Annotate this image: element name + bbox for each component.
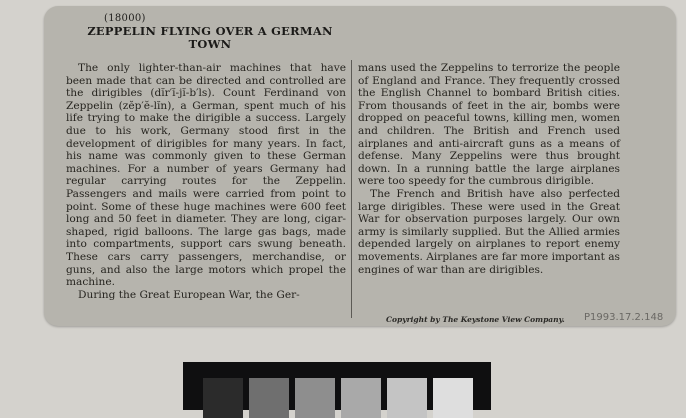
- paragraph: The French and British have also perfected large dirigibles. These were used in the Great War for observation purposes largely. Our own army is similarly supplied. But the Allied armies depended largely on airplanes to report enemy movements. Airplanes are far more important as engines of war than are dirigibles.: [358, 187, 620, 276]
- card-title: ZEPPELIN FLYING OVER A GERMAN TOWN: [87, 24, 333, 51]
- gray-swatch: [433, 378, 473, 418]
- gray-swatch: [387, 378, 427, 418]
- card-number: (18000): [104, 13, 146, 24]
- paragraph: During the Great European War, the Ger-: [78, 288, 300, 301]
- gray-swatch: [249, 378, 289, 418]
- column-divider: [351, 60, 352, 318]
- gray-swatch: [295, 378, 335, 418]
- left-text-column: [66, 62, 346, 301]
- paragraph: The only lighter-than-air machines that have been made that can be directed and controlled are the dirigibles (dĭr′ĭ-jĭ-b′ls). Count Ferdinand von Zeppelin (zĕp′ĕ-lĭn), a German, spent much of his life trying to make the dirigible a success. Largely due to his work, Germany stood first in the development of dirigibles for many years. In fact, his name was commonly given to these German machines. For a number of years Germany had regular carrying routes for the Zeppelin. Passengers and mails were carried from point to point. Some of these huge machines were 600 feet long and 50 feet in diameter. They are long, cigar-shaped, rigid balloons. The large gas bags, made into compartments, support cars swung beneath. These cars carry passengers, merchandise, or guns, and also the large motors which propel the machine.: [66, 62, 346, 289]
- gray-swatch: [341, 378, 381, 418]
- gray-scale-target: [183, 362, 491, 410]
- catalog-number: P1993.17.2.148: [584, 312, 664, 323]
- right-text-column: [358, 62, 620, 276]
- copyright-line: Copyright by The Keystone View Company.: [386, 315, 565, 324]
- gray-swatch: [203, 378, 243, 418]
- paragraph: mans used the Zeppelins to terrorize the people of England and France. They frequently crossed the English Channel to bombard British cities. From thousands of feet in the air, bombs were dropped on peaceful towns, killing men, women and children. The British and French used airplanes and anti-aircraft guns as a means of defense. Many Zeppelins were thus brought down. In a running battle the large airplanes were too speedy for the cumbrous dirigible.: [358, 62, 620, 188]
